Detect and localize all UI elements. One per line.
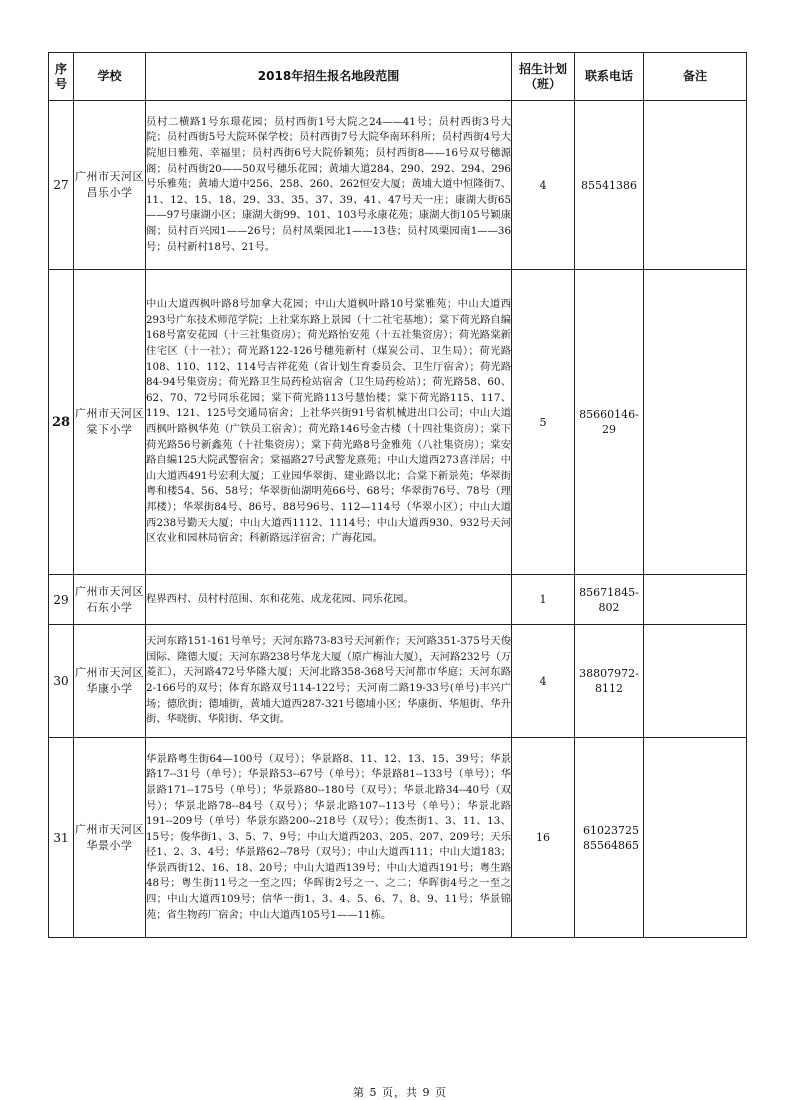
header-plan: 招生计划（班）	[512, 53, 575, 101]
enrollment-range: 员村二横路1号东璟花园；员村西街1号大院之24——41号；员村西街3号大院；员村西街5号大院环保学校；员村西街7号大院华南环科所；员村西街4号大院旭日雅苑、幸福里；员村西街6号大院侨颖苑；员村西街8——16号双号穗源阁；员村西街20——50双号穗乐花园；黄埔大道284、290、292、294、296号乐雅苑；黄埔大道中256、258、260、262恒安大厦；黄埔大道中恒隆街7、11、12、15、18、29、33、35、37、39、41、47号天一庄；康湖大街65——97号康湖小区；康湖大街99、101、103号永康花苑；康湖大街105号颖康阁；员村百兴园1——26号；员村凤栗园北1——13巷；员村凤栗园南1——36号；员村新村18号、21号。	[146, 101, 512, 270]
remark	[644, 625, 747, 738]
row-number: 29	[49, 575, 74, 625]
contact-phone: 85541386	[575, 101, 644, 270]
enrollment-range: 天河东路151-161号单号；天河东路73-83号天河新作；天河路351-375号天俊国际、隆德大厦；天河东路238号华龙大厦（原广梅汕大厦），天河路232号（万菱汇），天河路472号华隆大厦；天河北路358-368号天河都市华庭；天河东路2-166号的双号；体育东路双号114-122号；天河南二路19-33号(单号)丰兴广场；德欣街；德埔街，黄埔大道西287-321号德埔小区；华康街、华旭街、华升街、华晓街、华阳街、华文街。	[146, 625, 512, 738]
table-row	[49, 270, 747, 575]
header-range: 2018年招生报名地段范围	[146, 53, 512, 101]
contact-phone: 61023725 85564865	[575, 738, 644, 938]
enrollment-range: 华景路粤生街64—100号（双号）；华景路8、11、12、13、15、39号；华景路17--31号（单号）；华景路53--67号（单号）；华景路81--133号（单号）；华景路171--175号（单号）；华景路80--180号（双号）；华景北路34--40号（双号）；华景北路78--84号（双号）；华景北路107--113号（单号）；华景北路191--209号（单号）华景东路200--218号（双号）；俊杰街1、3、11、13、15号；俊华街1、3、5、7、9号；中山大道西203、205、207、209号；天乐径1、2、3、4号；华景路62--78号（双号）；中山大道西111；中山大道183；华景西街12、16、18、20号；中山大道西139号；中山大道西191号；粤生路48号；粤生街11号之一至之四；华晖街2号之一、之二；华晖街4号之一至之四；中山大道西109号；信华一街1、3、4、5、6、7、8、9、11号；华景锦苑；省生物药厂宿舍；中山大道西105号1——11栋。	[146, 738, 512, 938]
table-row	[49, 575, 747, 625]
school-name: 广州市天河区棠下小学	[74, 270, 146, 575]
plan-classes: 16	[512, 738, 575, 938]
header-no: 序号	[49, 53, 74, 101]
table-row	[49, 738, 747, 938]
contact-phone: 85660146-29	[575, 270, 644, 575]
table-row	[49, 625, 747, 738]
header-phone: 联系电话	[575, 53, 644, 101]
page-footer: 第 5 页，共 9 页	[353, 1086, 447, 1099]
plan-classes: 5	[512, 270, 575, 575]
plan-classes: 4	[512, 625, 575, 738]
row-number: 28	[49, 270, 74, 575]
school-name: 广州市天河区华康小学	[74, 625, 146, 738]
enrollment-table	[48, 52, 747, 938]
contact-phone: 38807972-8112	[575, 625, 644, 738]
header-row	[49, 53, 747, 101]
enrollment-range: 程界西村、员村村范围、东和花苑、成龙花园、同乐花园。	[146, 575, 512, 625]
plan-classes: 4	[512, 101, 575, 270]
plan-classes: 1	[512, 575, 575, 625]
row-number: 27	[49, 101, 74, 270]
header-school: 学校	[74, 53, 146, 101]
remark	[644, 270, 747, 575]
contact-phone: 85671845-802	[575, 575, 644, 625]
enrollment-range: 中山大道西枫叶路8号加拿大花园；中山大道枫叶路10号棠雅苑；中山大道西293号广东技术师范学院；上社棠东路上景园（十二社宅基地）；棠下荷光路自编168号富安花园（十三社集资房）；荷光路怡安苑（十五社集资房）；荷光路棠新住宅区（十一社）；荷光路122-126号穗苑新村（煤炭公司、卫生局）；荷光路108、110、112、114号吉祥花苑（省计划生育委员会、卫生厅宿舍）；荷光路84-94号集资房；荷光路卫生局药检站宿舍（卫生局药检站）；荷光路58、60、62、70、72号同乐花园；棠下荷光路113号慧怡楼；棠下荷光路115、117、119、121、125号交通局宿舍；上社华兴街91号省机械进出口公司；中山大道西枫叶路枫华苑（广铁员工宿舍）；荷光路146号金古楼（十四社集资房）；棠下荷光路56号新鑫苑（十社集资房）；棠下荷光路8号金雅苑（八社集资房）；棠安路自编125大院武警宿舍；棠福路27号武警龙熹苑；中山大道西273喜洋居；中山大道西491号宏利大厦；工业园华翠街、建业路以北；合棠下新景苑；华翠街粤和楼54、56、58号；华翠街仙湖明苑66号、68号；华翠街76号、78号（理邦楼）；华翠街84号、86号、88号96号、112—114号（华翠小区）；中山大道西238号勤天大厦；中山大道西1112、1114号；中山大道西930、932号天河区农业和园林局宿舍；科新路远洋宿舍；广海花园。	[146, 270, 512, 575]
school-name: 广州市天河区华景小学	[74, 738, 146, 938]
remark	[644, 738, 747, 938]
row-number: 30	[49, 625, 74, 738]
remark	[644, 575, 747, 625]
remark	[644, 101, 747, 270]
school-name: 广州市天河区石东小学	[74, 575, 146, 625]
school-name: 广州市天河区昌乐小学	[74, 101, 146, 270]
header-note: 备注	[644, 53, 747, 101]
row-number: 31	[49, 738, 74, 938]
table-row	[49, 101, 747, 270]
